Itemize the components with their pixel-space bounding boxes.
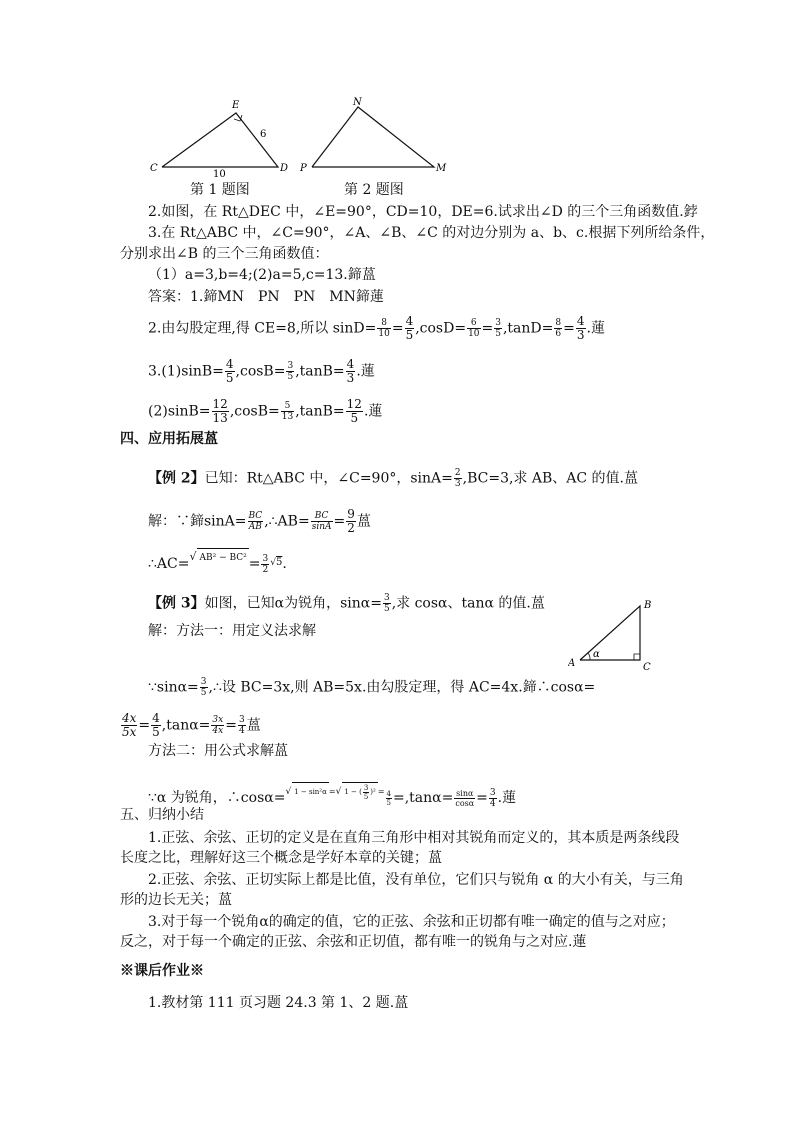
section-4-heading: 四、应用拓展蒕 [120, 431, 218, 447]
fraction-2-3: $\frac{2}{3}$ [454, 468, 461, 489]
solution-2-line2: ∴AC=√ AB² − BC² = $\frac{3}{2}$ $^{√5}$. [148, 550, 287, 575]
vertex-label-c: C [643, 662, 651, 673]
fraction-4-5: $\frac{4}{5}$ [405, 314, 414, 342]
question-3-line1: 3.在 Rt△ABC 中，∠C=90°，∠A、∠B、∠C 的对边分别为 a、b、c.根据下列所给条件， [148, 225, 715, 241]
fraction-3-5: $\frac{3}{5}$ [495, 318, 501, 339]
fraction-4-3: $\frac{4}{3}$ [346, 357, 355, 385]
summary-2-line2: 形的边长无关；蒕 [120, 892, 232, 908]
section-5-heading: 五、归纳小结 [120, 807, 204, 823]
answer-1: 答案：1.鍗MN PN PN MN鍗蓮 [148, 289, 384, 305]
fraction-3-5: $\frac{3}{5}$ [287, 361, 294, 382]
answer-3-part1: 3.(1)sinB= $\frac{4}{5}$ ,cosB= $\frac{3}{5}$ ,tanB= $\frac{4}{3}$ .蓮 [148, 357, 375, 385]
fraction-4-5: $\frac{4}{5}$ [386, 789, 391, 807]
vertex-label-p: P [300, 163, 307, 174]
solution-3-line3: $\frac{4x}{5x}$ = $\frac{4}{5}$ ,tanα= $\frac{3x}{4x}$ = $\frac{3}{4}$ 蒕 [122, 711, 261, 739]
example-3-tag: 【例 3】 [148, 595, 205, 612]
answer-2-text: 2.由勾股定理,得 CE=8,所以 sinD= [148, 320, 377, 337]
fraction-4-5: $\frac{4}{5}$ [225, 357, 234, 385]
radical-1-fraction: 1 − ( $\frac{3}{5}$ )² [344, 783, 376, 801]
fraction-4-5: $\frac{4}{5}$ [152, 711, 160, 739]
summary-1-line1: 1.正弦、余弦、正切的定义是在直角三角形中相对其锐角而定义的，其本质是两条线段 [148, 830, 680, 846]
fraction-sin-cos: $\frac{\sin\alpha}{\cos\alpha}$ [455, 788, 475, 808]
angle-label-alpha: α [593, 649, 600, 660]
figure-1-caption: 第 1 题图 [190, 182, 250, 198]
fraction-bc-ab: $\frac{BC}{AB}$ [248, 511, 263, 532]
solution-2-line1: 解：∵鍗sinA= $\frac{BC}{AB}$ ,∴AB= $\frac{BC}{\sin A}$ = $\frac{9}{2}$ 蒕 [148, 507, 371, 535]
solution-3-method2: 方法二：用公式求解蒕 [148, 743, 288, 759]
vertex-label-b: B [644, 600, 652, 611]
radical-1-sin2: 1 − sin²α [292, 782, 329, 801]
fraction-6-10: $\frac{6}{10}$ [468, 318, 480, 339]
fraction-9-2: $\frac{9}{2}$ [347, 507, 355, 535]
fraction-8-6: $\frac{8}{6}$ [555, 318, 562, 339]
example-2-tag: 【例 2】 [148, 470, 205, 487]
figure-2-caption: 第 2 题图 [344, 182, 404, 198]
fraction-5-13: $\frac{5}{13}$ [281, 401, 294, 422]
fraction-3x-4x: $\frac{3x}{4x}$ [212, 715, 224, 736]
fraction-3-4: $\frac{3}{4}$ [489, 787, 496, 809]
fraction-12-13: $\frac{12}{13}$ [212, 397, 228, 425]
vertex-label-a: A [568, 658, 576, 669]
question-3-conditions: （1）a=3,b=4;(2)a=5,c=13.鍗蒕 [148, 267, 376, 283]
question-2: 2.如图，在 Rt△DEC 中，∠E=90°，CD=10，DE=6.试求出∠D 的三个三角函数值.鋍 [148, 204, 698, 220]
solution-3-line5: ∵α 为锐角，∴cosα=√ 1 − sin²α =√ 1 − ( $\frac{3}{5}$ )² = $\frac{4}{5}$ =,tanα= $\frac{\sin\alpha}{\cos\alpha}$ = $\frac{3}{4}$ .蓮 [148, 783, 517, 809]
vertex-label-e: E [232, 100, 240, 111]
summary-2-line1: 2.正弦、余弦、正切实际上都是比值，没有单位，它们只与锐角 α 的大小有关，与三角 [148, 872, 684, 888]
fraction-4-3: $\frac{4}{3}$ [576, 314, 585, 342]
radical-ab2-bc2: AB² − BC² [197, 548, 248, 567]
fraction-12-5: $\frac{12}{5}$ [346, 397, 362, 425]
vertex-label-d: D [280, 163, 289, 174]
figure-1-triangle-cde [148, 95, 296, 180]
summary-3-line1: 3.对于每一个锐角α的确定的值，它的正弦、余弦和正切都有唯一确定的值与之对应； [148, 914, 675, 930]
fraction-3-5: $\frac{3}{5}$ [200, 677, 207, 698]
side-label-6: 6 [260, 129, 267, 140]
vertex-label-n: N [353, 97, 362, 108]
figure-3-triangle-abc [568, 596, 660, 676]
fraction-4x-5x: $\frac{4x}{5x}$ [122, 711, 137, 739]
fraction-bc-sina: $\frac{BC}{\sin A}$ [311, 511, 332, 532]
solution-3-method1: 解：方法一：用定义法求解 [148, 623, 316, 639]
homework-1: 1.教材第 111 页习题 24.3 第 1、2 题.蒕 [148, 995, 409, 1011]
figure-2-triangle-pnm [300, 95, 450, 180]
fraction-8-10: $\frac{8}{10}$ [378, 318, 390, 339]
example-2: 【例 2】已知：Rt△ABC 中，∠C=90°，sinA= $\frac{2}{3}$ ,BC=3,求 AB、AC 的值.蒕 [148, 468, 638, 489]
solution-3-line2: ∵sinα= $\frac{3}{5}$ ,∴设 BC=3x,则 AB=5x.由勾股定理，得 AC=4x.鍗∴cosα= [148, 677, 596, 698]
homework-heading: ※课后作业※ [120, 963, 204, 979]
vertex-label-m: M [436, 163, 447, 174]
fraction-3-2: $\frac{3}{2}$ [262, 553, 269, 575]
answer-3-part2: (2)sinB= $\frac{12}{13}$ ,cosB= $\frac{5}{13}$ ,tanB= $\frac{12}{5}$ .蓮 [148, 397, 383, 425]
answer-2: 2.由勾股定理,得 CE=8,所以 sinD= $\frac{8}{10}$ = $\frac{4}{5}$ ,cosD= $\frac{6}{10}$ = $\frac{3}{5}$ ,tanD= $\frac{8}{6}$ = $\frac{4}{3}$ .蓮 [148, 314, 605, 342]
fraction-3-5: $\frac{3}{5}$ [383, 593, 390, 614]
side-label-10: 10 [213, 169, 226, 180]
example-3: 【例 3】如图，已知α为锐角，sinα= $\frac{3}{5}$ ,求 cosα、tanα 的值.蒕 [148, 593, 545, 614]
vertex-label-c: C [150, 163, 158, 174]
question-3-line2: 分别求出∠B 的三个三角函数值： [120, 246, 329, 262]
summary-3-line2: 反之，对于每一个确定的正弦、余弦和正切值，都有唯一的锐角与之对应.蓮 [120, 934, 587, 950]
fraction-3-4: $\frac{3}{4}$ [238, 715, 245, 736]
summary-1-line2: 长度之比，理解好这三个概念是学好本章的关键；蒕 [120, 850, 442, 866]
